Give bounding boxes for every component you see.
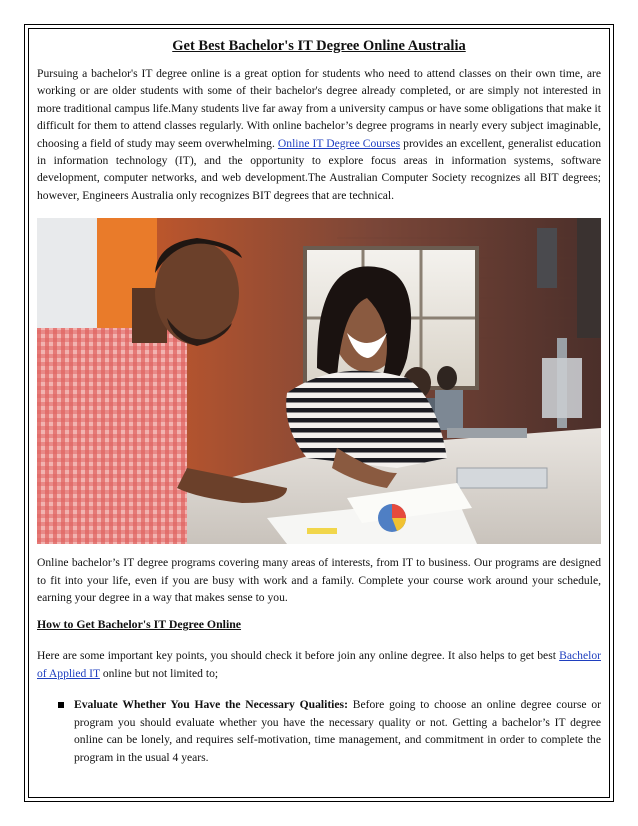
square-bullet-icon (58, 702, 64, 708)
programs-paragraph: Online bachelor’s IT degree programs covering many areas of interests, from IT to business. Our programs are designed to fit into your life, even if you are busy with work and a family. Complete your course work around your schedule, earning your degree in a way that makes sense to you. (37, 556, 601, 605)
list-item (37, 696, 601, 766)
section-heading: How to Get Bachelor's IT Degree Online (37, 617, 242, 632)
online-it-degree-courses-link[interactable]: Online IT Degree Courses (277, 136, 401, 150)
document-body (37, 37, 601, 766)
key-points-text-end: online but not limited to; (102, 666, 219, 680)
key-points-list (37, 696, 601, 766)
intro-text-end: provides an excellent, generalist education in information technology (IT), and the opportunity to explore focus areas in information systems, software development, computer networks, and web development.The Australian Computer Society recognizes all BIT degrees; however, Engineers Australia only recognizes BIT degrees that are technical. (37, 136, 601, 202)
key-points-text-start: Here are some important key points, you should check it before join any online degree. It also helps to get best (37, 649, 556, 663)
bullet-lead: Evaluate Whether You Have the Necessary Qualities: (74, 698, 348, 712)
intro-text-start: Pursuing a bachelor's IT degree online is a great option for students who need to attend classes on their own time, are working or are older students with some of their bachelor's degree already completed, or are simply not interested in more traditional campus life.Many students live far away from a university campus or have some obligations that make it difficult for them to attend classes regularly. With online bachelor’s degree programs in nearly every subject imaginable, choosing a field of study may seem overwhelming. (37, 67, 601, 150)
document-title: Get Best Bachelor's IT Degree Online Australia (172, 38, 466, 54)
bullet-text: Before going to choose an online degree course or program you should evaluate whether you have the necessary quality or not. Getting a bachelor’s IT degree online can be lonely, and requires self-motivation, time management, and commitment in order to complete the program in the usual 4 years. (74, 698, 601, 764)
bachelor-of-applied-it-link[interactable]: Bachelor of Applied IT (37, 649, 601, 680)
students-studying-photo (37, 218, 601, 544)
key-points-paragraph (37, 647, 601, 682)
intro-paragraph (37, 65, 601, 204)
